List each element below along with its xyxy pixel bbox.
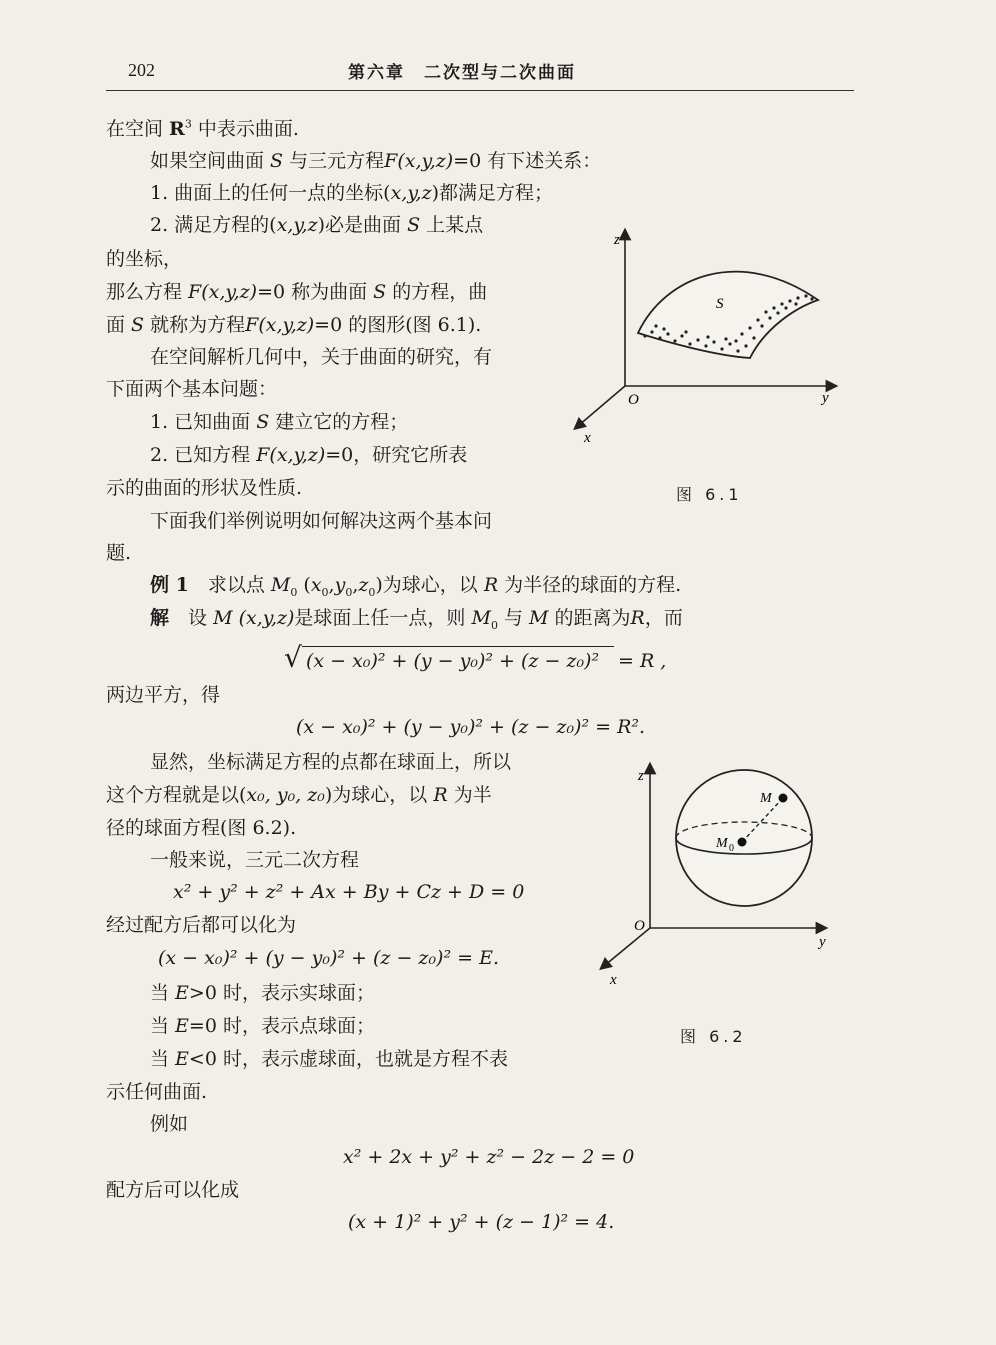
surface-label: S: [716, 296, 724, 312]
text-line: 配方后可以化成: [106, 1179, 240, 1201]
equation: (x − x₀)² + (y − y₀)² + (z − z₀)²: [306, 650, 600, 672]
text-line: 当 E=0 时，表示点球面；: [150, 1015, 375, 1037]
text-line: 2. 满足方程的(x,y,z)必是曲面 S 上某点: [150, 214, 484, 236]
figure-6-2: [590, 764, 840, 988]
figure-6-1: [570, 228, 830, 468]
text-line: 那么方程 F(x,y,z)=0 称为曲面 S 的方程，曲: [106, 281, 488, 303]
text-line: 下面两个基本问题：: [106, 378, 278, 400]
text-line: 的坐标，: [106, 248, 183, 270]
text-line: 在空间解析几何中，关于曲面的研究，有: [150, 346, 493, 368]
text-line: 下面我们举例说明如何解决这两个基本问: [150, 510, 493, 532]
point-m0-label: M: [716, 836, 728, 851]
text-line: 经过配方后都可以化为: [106, 914, 297, 936]
text-line: 例如: [150, 1113, 189, 1135]
point-m: [779, 794, 788, 803]
z-axis-label: z: [614, 232, 620, 248]
equation: (x − x₀)² + (y − y₀)² + (z − z₀)² = R².: [296, 716, 646, 738]
text-line: 当 E<0 时，表示虚球面，也就是方程不表: [150, 1048, 508, 1070]
x-axis: [578, 386, 625, 426]
y-axis-label: y: [819, 934, 826, 950]
text-line: 在空间 $R^3$ 中表示曲面.: [106, 117, 299, 140]
equation: x² + y² + z² + Ax + By + Cz + D = 0: [173, 881, 525, 903]
z-axis-label: z: [638, 768, 644, 784]
x-axis-label: x: [610, 972, 617, 988]
origin-label: O: [634, 918, 645, 934]
x-axis-label: x: [584, 430, 591, 446]
text-line: 解 设 M (x,y,z)是球面上任一点，则 $M_0$ 与 M 的距离为R，而: [150, 607, 683, 632]
running-head: 第六章 二次型与二次曲面: [348, 63, 576, 83]
equation: x² + 2x + y² + z² − 2z − 2 = 0: [343, 1146, 635, 1168]
text-line: 示任何曲面.: [106, 1081, 208, 1103]
text-line: 这个方程就是以(x₀, y₀, z₀)为球心，以 R 为半: [106, 784, 492, 806]
point-m0-sub: 0: [729, 843, 734, 854]
y-axis-label: y: [822, 390, 829, 406]
surface-s: [638, 272, 818, 358]
text-line: 一般来说，三元二次方程: [150, 849, 360, 871]
text-line: 例 1 求以点 $M_0$ $(x_0,y_0,z_0)$为球心，以 R 为半径的球面的方程.: [150, 574, 682, 599]
figure-6-2-caption: 图 6.2: [680, 1027, 747, 1046]
text-line: 两边平方，得: [106, 684, 221, 706]
text-line: 1. 已知曲面 S 建立它的方程；: [150, 411, 409, 433]
text-line: 题.: [106, 542, 132, 564]
equation: = R ,: [618, 650, 667, 672]
point-m-label: M: [760, 791, 772, 806]
text-line: 示的曲面的形状及性质.: [106, 477, 303, 499]
text-line: 当 E>0 时，表示实球面；: [150, 982, 375, 1004]
origin-label: O: [628, 392, 639, 408]
equation: (x − x₀)² + (y − y₀)² + (z − z₀)² = E.: [158, 947, 499, 969]
page-number: 202: [128, 60, 155, 80]
text-line: 面 S 就称为方程F(x,y,z)=0 的图形(图 6.1).: [106, 314, 482, 336]
header-rule: [106, 90, 854, 91]
text-line: 1. 曲面上的任何一点的坐标(x,y,z)都满足方程；: [150, 182, 554, 204]
figure-6-1-caption: 图 6.1: [676, 485, 743, 504]
text-line: 显然，坐标满足方程的点都在球面上，所以: [150, 751, 512, 773]
equation: (x + 1)² + y² + (z − 1)² = 4.: [348, 1211, 615, 1233]
sqrt-sign: √: [284, 641, 302, 674]
sqrt-bar: [302, 646, 614, 647]
text-line: 2. 已知方程 F(x,y,z)=0，研究它所表: [150, 444, 468, 466]
text-line: 径的球面方程(图 6.2).: [106, 817, 297, 839]
text-line: 如果空间曲面 S 与三元方程F(x,y,z)=0 有下述关系：: [150, 150, 602, 172]
point-m0: [738, 838, 747, 847]
